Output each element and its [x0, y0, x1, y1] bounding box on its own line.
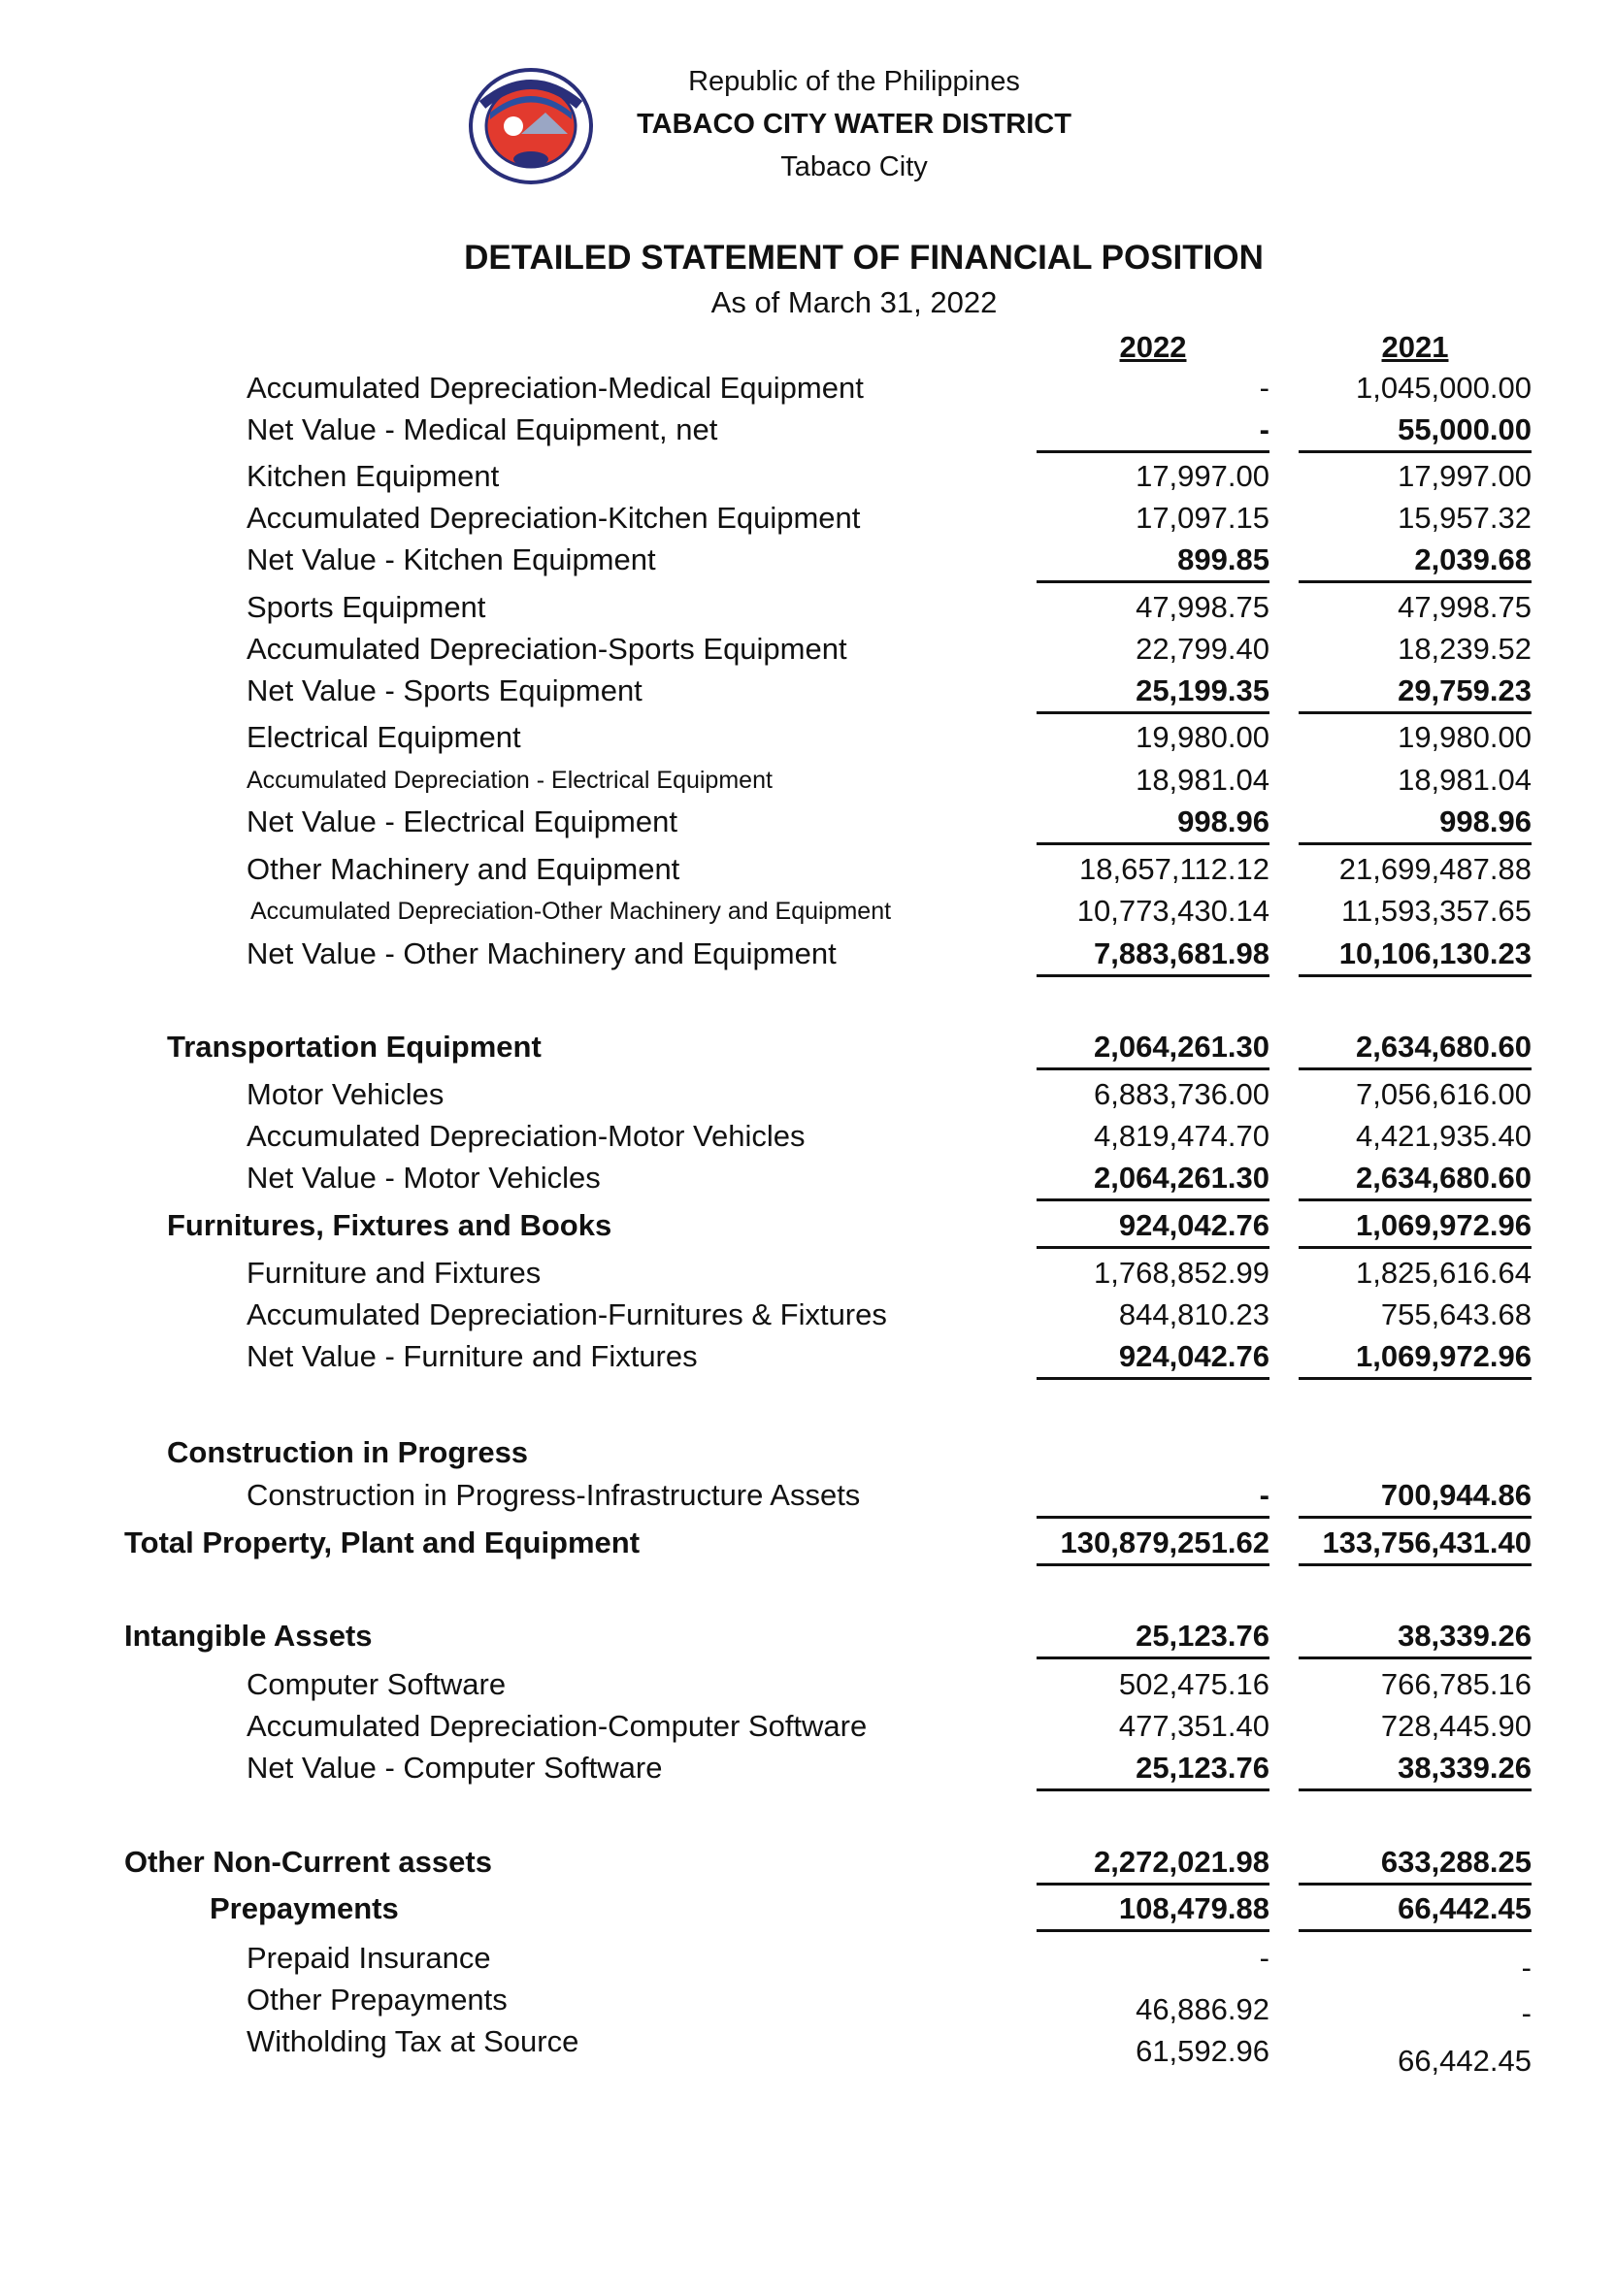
row-label: Electrical Equipment [247, 720, 521, 754]
value-2022: 17,097.15 [1136, 501, 1269, 535]
value-2021: - [1521, 1951, 1532, 1984]
section-row [0, 1889, 1615, 1928]
value-2021: 7,056,616.00 [1355, 1077, 1532, 1111]
value-2022: 10,773,430.14 [1076, 894, 1269, 928]
value-2022: 22,799.40 [1136, 632, 1269, 666]
row-label: Motor Vehicles [247, 1077, 445, 1111]
table-row [0, 457, 1615, 496]
section-row [0, 1843, 1615, 1882]
row-label: Net Value - Motor Vehicles [247, 1161, 601, 1195]
statement-date: As of March 31, 2022 [710, 285, 998, 319]
table-row [0, 2022, 1615, 2078]
value-2022: 25,123.76 [1037, 1617, 1269, 1656]
value-2022: 6,883,736.00 [1093, 1077, 1269, 1111]
row-label: Other Machinery and Equipment [247, 852, 680, 886]
value-2022: 924,042.76 [1037, 1206, 1269, 1245]
value-2021: 2,634,680.60 [1299, 1028, 1532, 1066]
value-2021: 2,039.68 [1299, 541, 1532, 579]
value-2021: 133,756,431.40 [1299, 1524, 1532, 1562]
table-row [0, 1296, 1615, 1334]
value-2021: 728,445.90 [1380, 1709, 1532, 1743]
value-2022: 899.85 [1037, 541, 1269, 579]
value-2021: 633,288.25 [1299, 1843, 1532, 1882]
table-row [0, 541, 1615, 579]
row-label: Furniture and Fixtures [247, 1256, 542, 1290]
table-row [0, 1075, 1615, 1114]
row-label: Net Value - Furniture and Fixtures [247, 1339, 698, 1373]
row-label: Net Value - Electrical Equipment [247, 804, 677, 838]
row-label: Accumulated Depreciation-Other Machinery and Equipment [250, 898, 892, 925]
row-label: Net Value - Medical Equipment, net [247, 412, 718, 446]
value-2021: 15,957.32 [1398, 501, 1532, 535]
table-row [0, 1337, 1615, 1376]
value-2022: 4,819,474.70 [1093, 1119, 1269, 1153]
table-row [0, 499, 1615, 538]
row-label: Witholding Tax at Source [247, 2024, 579, 2058]
statement-title: DETAILED STATEMENT OF FINANCIAL POSITION [464, 239, 1264, 277]
section-row [0, 1617, 1615, 1656]
column-header-2021: 2021 [1381, 330, 1449, 364]
section-row [0, 1433, 1615, 1472]
value-2022: 477,351.40 [1118, 1709, 1269, 1743]
section-label: Construction in Progress [167, 1435, 529, 1469]
value-2021: 19,980.00 [1398, 720, 1532, 754]
value-2022: 998.96 [1037, 803, 1269, 841]
value-2022: 17,997.00 [1136, 459, 1269, 493]
column-header-2022: 2022 [1119, 330, 1187, 364]
value-2021: 4,421,935.40 [1355, 1119, 1532, 1153]
table-row [0, 1476, 1615, 1515]
table-row [0, 803, 1615, 841]
value-2022: 47,998.75 [1136, 590, 1269, 624]
value-2022: 108,479.88 [1037, 1889, 1269, 1928]
section-label: Transportation Equipment [167, 1030, 542, 1064]
section-label: Prepayments [210, 1891, 399, 1925]
value-2021: 10,106,130.23 [1299, 935, 1532, 973]
republic-line: Republic of the Philippines [688, 66, 1020, 97]
value-2021: 21,699,487.88 [1338, 852, 1532, 886]
value-2022: 2,064,261.30 [1037, 1159, 1269, 1197]
value-2022: 19,980.00 [1136, 720, 1269, 754]
value-2021: - [1521, 1996, 1532, 2030]
row-label: Net Value - Computer Software [247, 1751, 663, 1785]
value-2021: 29,759.23 [1299, 672, 1532, 710]
value-2021: 1,069,972.96 [1299, 1206, 1532, 1245]
value-2021: 11,593,357.65 [1341, 894, 1532, 928]
value-2021: 755,643.68 [1380, 1297, 1532, 1331]
value-2021: 766,785.16 [1380, 1667, 1532, 1701]
value-2021: 1,069,972.96 [1299, 1337, 1532, 1376]
row-label: Prepaid Insurance [247, 1941, 491, 1975]
value-2022: 61,592.96 [1136, 2034, 1269, 2068]
value-2021: 47,998.75 [1398, 590, 1532, 624]
value-2022: 502,475.16 [1118, 1667, 1269, 1701]
value-2021: 18,239.52 [1398, 632, 1532, 666]
value-2022: 844,810.23 [1118, 1297, 1269, 1331]
table-row [0, 718, 1615, 757]
row-label: Accumulated Depreciation-Motor Vehicles [247, 1119, 806, 1153]
table-row [0, 1159, 1615, 1197]
value-2021: 66,442.45 [1299, 1889, 1532, 1928]
row-label: Accumulated Depreciation-Computer Software [247, 1709, 868, 1743]
section-label: Intangible Assets [124, 1619, 373, 1653]
row-label: Construction in Progress-Infrastructure Assets [247, 1478, 861, 1512]
value-2022: 25,123.76 [1037, 1749, 1269, 1788]
table-row [0, 1981, 1615, 2030]
table-row [0, 935, 1615, 973]
table-row [0, 1254, 1615, 1293]
table-row [0, 1117, 1615, 1156]
value-2021: 1,045,000.00 [1355, 371, 1532, 405]
row-label: Accumulated Depreciation-Furnitures & Fixtures [247, 1297, 887, 1331]
section-label: Furnitures, Fixtures and Books [167, 1208, 612, 1242]
row-label: Net Value - Kitchen Equipment [247, 542, 656, 576]
section-row [0, 1028, 1615, 1066]
table-row [0, 410, 1615, 449]
value-2021: 998.96 [1299, 803, 1532, 841]
section-label: Other Non-Current assets [124, 1845, 492, 1879]
value-2022: - [1259, 1941, 1269, 1975]
table-row [0, 1939, 1615, 1984]
row-label: Other Prepayments [247, 1983, 508, 2017]
section-row [0, 1206, 1615, 1245]
row-label: Sports Equipment [247, 590, 486, 624]
value-2022: 18,981.04 [1136, 763, 1269, 797]
table-row [0, 369, 1615, 408]
table-row [0, 892, 1615, 931]
table-row [0, 1707, 1615, 1746]
agency-name: TABACO CITY WATER DISTRICT [637, 109, 1071, 140]
row-label: Net Value - Sports Equipment [247, 673, 643, 707]
table-row [0, 850, 1615, 889]
value-2022: 2,272,021.98 [1037, 1843, 1269, 1882]
value-2022: - [1037, 1476, 1269, 1515]
value-2022: - [1259, 371, 1269, 405]
value-2022: 1,768,852.99 [1093, 1256, 1269, 1290]
value-2022: 25,199.35 [1037, 672, 1269, 710]
value-2022: 924,042.76 [1037, 1337, 1269, 1376]
value-2021: 2,634,680.60 [1299, 1159, 1532, 1197]
value-2021: 38,339.26 [1299, 1617, 1532, 1656]
value-2022: 130,879,251.62 [1037, 1524, 1269, 1562]
total-label: Total Property, Plant and Equipment [124, 1525, 641, 1559]
table-row [0, 1665, 1615, 1704]
row-label: Net Value - Other Machinery and Equipment [247, 936, 837, 970]
table-row [0, 630, 1615, 669]
value-2021: 700,944.86 [1299, 1476, 1532, 1515]
table-row [0, 672, 1615, 710]
total-row [0, 1524, 1615, 1562]
value-2022: 18,657,112.12 [1079, 852, 1269, 886]
table-row [0, 761, 1615, 800]
value-2022: 7,883,681.98 [1037, 935, 1269, 973]
city-line: Tabaco City [780, 151, 928, 182]
row-label: Computer Software [247, 1667, 507, 1701]
value-2022: 2,064,261.30 [1037, 1028, 1269, 1066]
value-2021: 17,997.00 [1398, 459, 1532, 493]
row-label: Accumulated Depreciation-Kitchen Equipment [247, 501, 861, 535]
table-row [0, 1749, 1615, 1788]
table-row [0, 588, 1615, 627]
value-2021: 18,981.04 [1398, 763, 1532, 797]
row-label: Accumulated Depreciation-Sports Equipment [247, 632, 847, 666]
value-2021: 38,339.26 [1299, 1749, 1532, 1788]
value-2021: 55,000.00 [1299, 410, 1532, 449]
row-label: Accumulated Depreciation - Electrical Equipment [247, 767, 773, 794]
value-2022: 46,886.92 [1136, 1992, 1269, 2026]
row-label: Kitchen Equipment [247, 459, 500, 493]
value-2021: 1,825,616.64 [1355, 1256, 1532, 1290]
value-2021: 66,442.45 [1398, 2044, 1532, 2078]
value-2022: - [1037, 410, 1269, 449]
row-label: Accumulated Depreciation-Medical Equipment [247, 371, 864, 405]
